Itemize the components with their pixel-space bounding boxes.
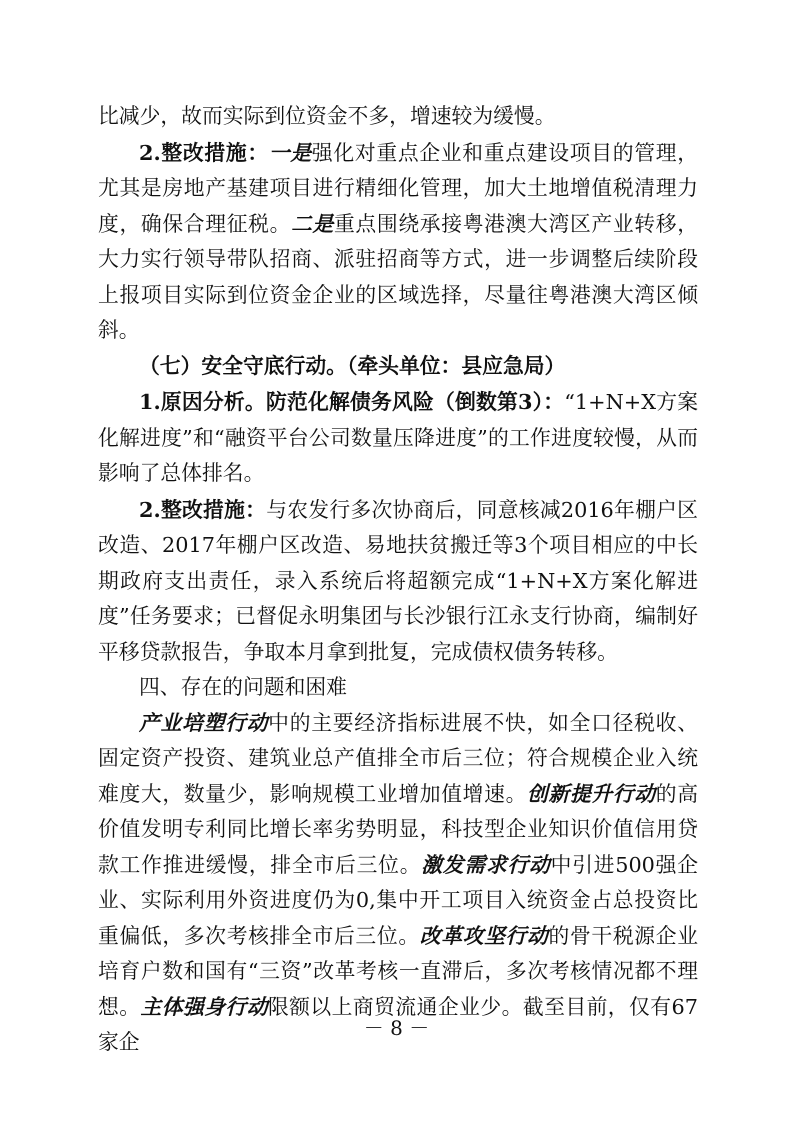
measure-label: 2.整改措施： [139, 139, 269, 165]
action-label-reform: 改革攻坚行动 [419, 923, 549, 948]
paragraph-debt-measures [98, 492, 698, 671]
second-point-text: 重点围绕承接粤港澳大湾区产业转移，大力实行领导带队招商、派驻招商等方式，进一步调整后续阶段上报项目实际到位资金企业的区域选择，尽量往粤港澳大湾区倾斜。 [98, 211, 699, 342]
action-text-demand: 中引进500强企业、实际利用外资进度仍为0,集中开工项目入统资金占总投资比重偏低，多次考核排全市后三位。 [98, 852, 699, 948]
paragraph-problems [98, 706, 698, 1061]
section-heading-text: 四、存在的问题和困难 [139, 675, 347, 699]
section-heading-text: （七）安全守底行动。（牵头单位：县应急局） [139, 353, 566, 378]
paragraph-rectification-measures [98, 135, 698, 349]
action-label-industry: 产业培塑行动 [139, 710, 269, 735]
page-number: － 8 － [363, 1016, 430, 1040]
paragraph-cause-analysis [98, 384, 698, 492]
action-label-innovation: 创新提升行动 [527, 781, 656, 806]
paragraph-text: 比减少，故而实际到位资金不多，增速较为缓慢。 [98, 104, 556, 128]
second-point-label: 二是 [291, 211, 334, 236]
document-body [98, 99, 698, 1061]
measure-text: 与农发行多次协商后，同意核减2016年棚户区改造、2017年棚户区改造、易地扶贫搬迁等3个项目相应的中长期政府支出责任，录入系统后将超额完成“1+N+X方案化解进度”任务要求；已督促永明集团与长沙银行江永支行协商，编制好平移贷款报告，争取本月拿到批复，完成债权债务转移。 [98, 497, 698, 664]
cause-label: 1.原因分析。防范化解债务风险（倒数第3）： [139, 389, 565, 414]
cause-text: “1+N+X方案化解进度”和“融资平台公司数量压降进度”的工作进度较慢，从而影响了总体排名。 [98, 390, 699, 485]
action-text-innovation: 的高价值发明专利同比增长率劣势明显，科技型企业知识价值信用贷款工作推进缓慢，排全市后三位。 [98, 781, 699, 877]
action-label-entity: 主体强身行动 [140, 994, 268, 1019]
measure-label: 2.整改措施： [139, 496, 267, 522]
paragraph-continuation [98, 99, 698, 135]
first-point-text: 强化对重点企业和重点建设项目的管理，尤其是房地产基建项目进行精细化管理，加大土地增值税清理力度，确保合理征税。 [98, 140, 699, 236]
action-text-industry: 中的主要经济指标进展不快，如全口径税收、固定资产投资、建筑业总产值排全市后三位；符合规模企业入统难度大，数量少，影响规模工业增加值增速。 [98, 710, 699, 806]
section-heading-safety [98, 349, 698, 385]
action-text-reform: 的骨干税源企业培育户数和国有“三资”改革考核一直滞后，多次考核情况都不理想。 [98, 923, 699, 1019]
action-text-entity: 限额以上商贸流通企业少。截至目前，仅有67家企 [98, 994, 698, 1054]
section-heading-problems [98, 670, 698, 706]
first-point-label: 一是 [268, 140, 312, 165]
action-label-demand: 激发需求行动 [421, 852, 551, 877]
